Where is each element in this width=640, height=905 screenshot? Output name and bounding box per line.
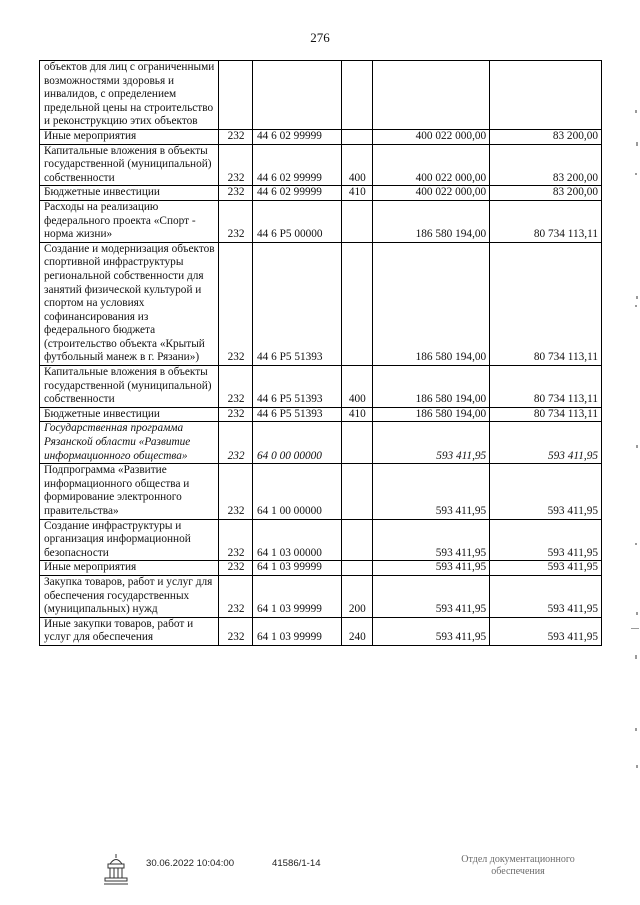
row-code [219, 61, 253, 130]
row-name: Расходы на реализацию федерального проекта «Спорт - норма жизни» [40, 200, 219, 242]
row-expense-type [341, 200, 373, 242]
row-code: 232 [219, 464, 253, 519]
row-name: Иные мероприятия [40, 561, 219, 576]
row-name: Бюджетные инвестиции [40, 186, 219, 201]
row-expense-type: 400 [341, 144, 373, 186]
table-row [40, 200, 602, 242]
table-row [40, 519, 602, 561]
row-code: 232 [219, 200, 253, 242]
row-target-article: 44 6 02 99999 [252, 144, 341, 186]
row-amount-actual: 83 200,00 [490, 129, 602, 144]
row-target-article: 44 6 P5 51393 [252, 242, 341, 365]
row-expense-type: 200 [341, 575, 373, 617]
row-amount-plan: 400 022 000,00 [373, 186, 490, 201]
row-amount-plan: 593 411,95 [373, 519, 490, 561]
row-amount-plan: 186 580 194,00 [373, 366, 490, 408]
row-code: 232 [219, 407, 253, 422]
row-amount-actual: 593 411,95 [490, 575, 602, 617]
row-amount-actual: 593 411,95 [490, 464, 602, 519]
row-code: 232 [219, 561, 253, 576]
row-target-article: 64 1 03 99999 [252, 561, 341, 576]
row-expense-type [341, 561, 373, 576]
row-amount-plan: 186 580 194,00 [373, 407, 490, 422]
row-amount-actual: 80 734 113,11 [490, 200, 602, 242]
table-row [40, 129, 602, 144]
row-target-article: 64 1 00 00000 [252, 464, 341, 519]
row-target-article: 44 6 P5 51393 [252, 366, 341, 408]
table-row [40, 575, 602, 617]
row-amount-actual: 80 734 113,11 [490, 407, 602, 422]
row-amount-actual: 593 411,95 [490, 561, 602, 576]
row-expense-type [341, 242, 373, 365]
row-amount-plan: 593 411,95 [373, 464, 490, 519]
row-expense-type [341, 61, 373, 130]
footer-doc-number: 41586/1-14 [272, 858, 321, 869]
row-target-article: 44 6 P5 00000 [252, 200, 341, 242]
row-target-article: 64 1 03 99999 [252, 617, 341, 645]
footer-datetime: 30.06.2022 10:04:00 [146, 858, 235, 869]
page-number: 276 [310, 30, 330, 45]
row-name: Закупка товаров, работ и услуг для обеспечения государственных (муниципальных) нужд [40, 575, 219, 617]
row-code: 232 [219, 575, 253, 617]
row-amount-actual: 80 734 113,11 [490, 242, 602, 365]
row-name: Бюджетные инвестиции [40, 407, 219, 422]
row-expense-type: 410 [341, 407, 373, 422]
row-amount-plan: 186 580 194,00 [373, 200, 490, 242]
row-expense-type [341, 519, 373, 561]
row-amount-plan: 593 411,95 [373, 617, 490, 645]
row-amount-plan: 593 411,95 [373, 422, 490, 464]
row-code: 232 [219, 422, 253, 464]
row-target-article: 44 6 02 99999 [252, 129, 341, 144]
row-expense-type [341, 129, 373, 144]
table-row [40, 617, 602, 645]
row-name: Государственная программа Рязанской области «Развитие информационного общества» [40, 422, 219, 464]
budget-table [39, 60, 602, 646]
row-target-article: 64 1 03 00000 [252, 519, 341, 561]
row-target-article: 44 6 P5 51393 [252, 407, 341, 422]
row-code: 232 [219, 519, 253, 561]
registry-stamp: Отдел документационного обеспечения [461, 854, 575, 877]
table-row [40, 242, 602, 365]
row-amount-plan: 400 022 000,00 [373, 144, 490, 186]
row-expense-type: 240 [341, 617, 373, 645]
row-name: Подпрограмма «Развитие информационного общества и формирование электронного правительства» [40, 464, 219, 519]
row-code: 232 [219, 617, 253, 645]
row-amount-actual: 593 411,95 [490, 519, 602, 561]
scan-edge-marks [626, 0, 640, 905]
table-row [40, 464, 602, 519]
row-amount-actual: 83 200,00 [490, 144, 602, 186]
row-amount-plan: 186 580 194,00 [373, 242, 490, 365]
row-expense-type: 410 [341, 186, 373, 201]
budget-table-body [40, 61, 602, 646]
row-code: 232 [219, 186, 253, 201]
table-row [40, 186, 602, 201]
duma-logo [101, 852, 131, 888]
row-target-article: 64 1 03 99999 [252, 575, 341, 617]
table-row [40, 407, 602, 422]
table-row [40, 366, 602, 408]
table-row [40, 144, 602, 186]
row-amount-plan: 400 022 000,00 [373, 129, 490, 144]
row-name: объектов для лиц с ограниченными возможностями здоровья и инвалидов, с определением предельной цены на строительство и реконструкцию этих объектов [40, 61, 219, 130]
row-amount-plan: 593 411,95 [373, 575, 490, 617]
row-name: Создание инфраструктуры и организация информационной безопасности [40, 519, 219, 561]
row-code: 232 [219, 366, 253, 408]
row-code: 232 [219, 242, 253, 365]
row-name: Создание и модернизация объектов спортивной инфраструктуры региональной собственности для занятий физической культурой и спортом на условиях софинансирования из федерального бюджета (строительство объекта «Крытый футбольный манеж в г. Рязани») [40, 242, 219, 365]
table-row [40, 561, 602, 576]
row-target-article: 44 6 02 99999 [252, 186, 341, 201]
row-expense-type [341, 464, 373, 519]
row-amount-actual: 80 734 113,11 [490, 366, 602, 408]
row-name: Иные закупки товаров, работ и услуг для обеспечения [40, 617, 219, 645]
row-amount-actual: 593 411,95 [490, 617, 602, 645]
row-code: 232 [219, 129, 253, 144]
row-expense-type: 400 [341, 366, 373, 408]
row-amount-actual [490, 61, 602, 130]
row-name: Капитальные вложения в объекты государственной (муниципальной) собственности [40, 366, 219, 408]
row-target-article: 64 0 00 00000 [252, 422, 341, 464]
row-amount-actual: 83 200,00 [490, 186, 602, 201]
row-amount-actual: 593 411,95 [490, 422, 602, 464]
row-name: Капитальные вложения в объекты государственной (муниципальной) собственности [40, 144, 219, 186]
table-row [40, 61, 602, 130]
row-name: Иные мероприятия [40, 129, 219, 144]
row-code: 232 [219, 144, 253, 186]
table-row [40, 422, 602, 464]
row-amount-plan: 593 411,95 [373, 561, 490, 576]
row-expense-type [341, 422, 373, 464]
row-target-article [252, 61, 341, 130]
row-amount-plan [373, 61, 490, 130]
